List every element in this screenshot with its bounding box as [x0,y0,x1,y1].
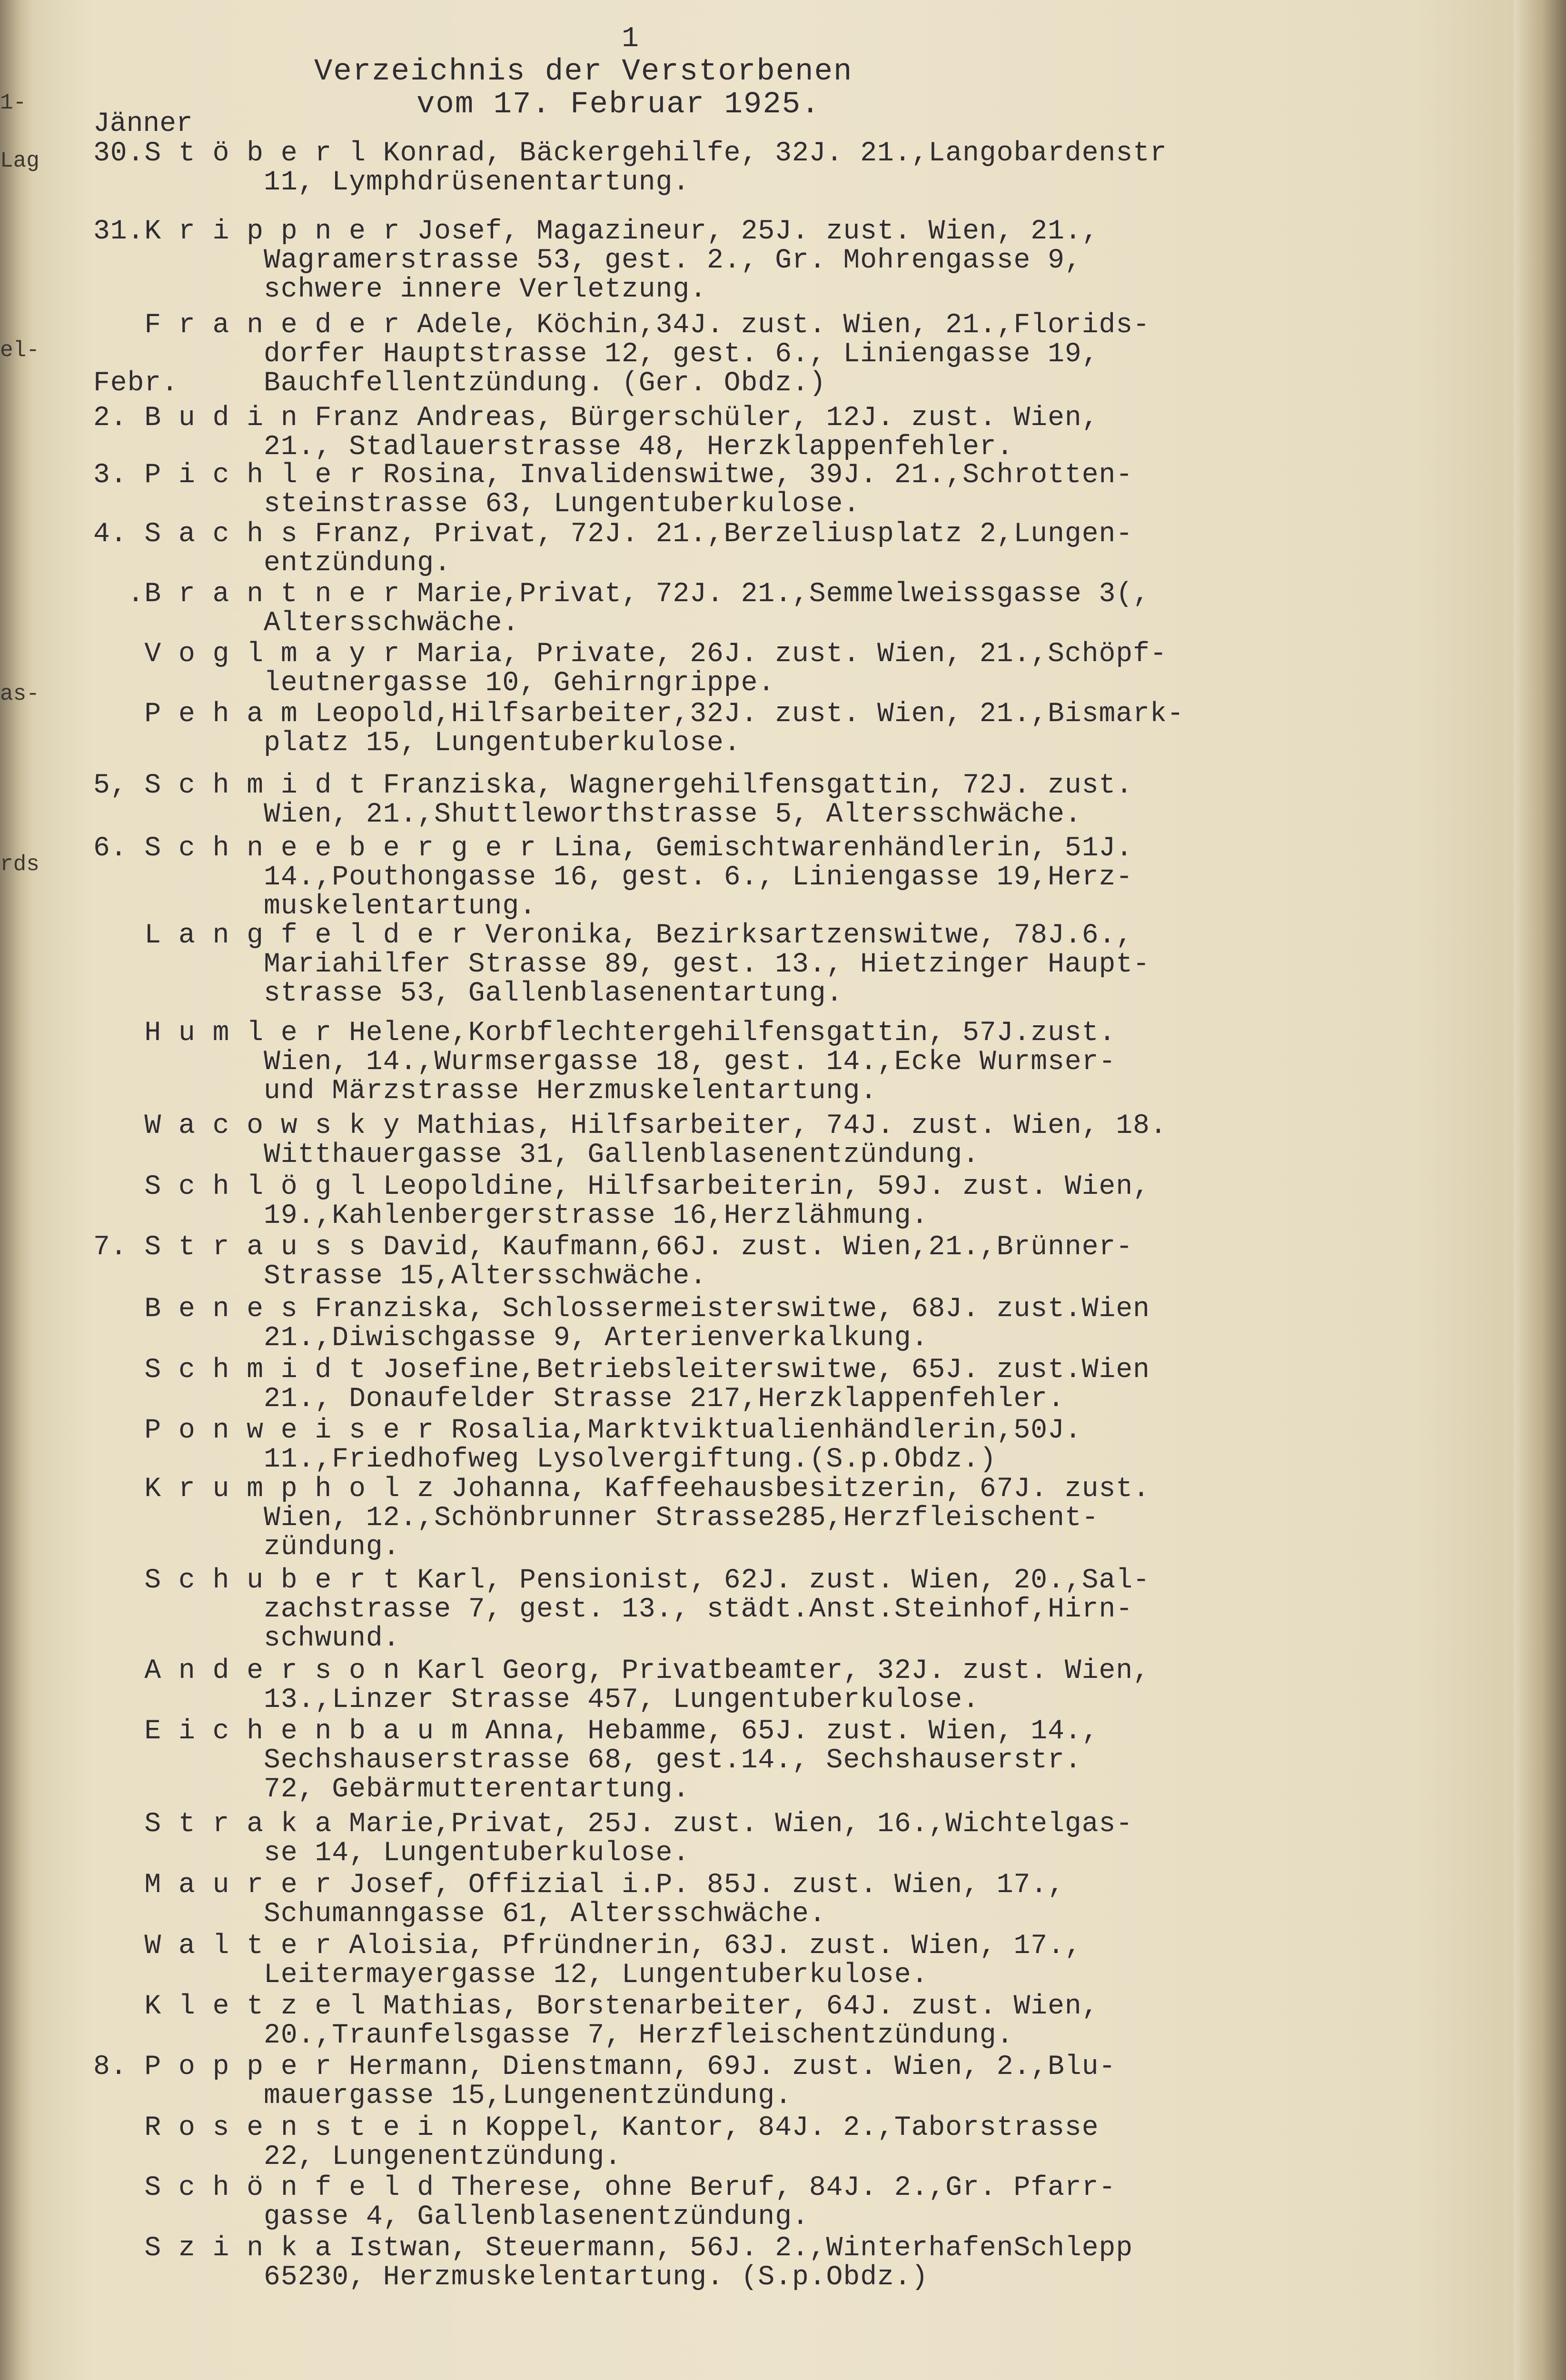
entry-line: 14.,Pouthongasse 16, gest. 6., Liniengasse 19,Herz- [93,862,1133,893]
death-entry [93,461,1378,519]
entry-line: entzündung. [93,548,451,579]
entry-line: muskelentartung. [93,891,536,922]
death-entry [93,771,1378,829]
entry-line: .B r a n t n e r Marie,Privat, 72J. 21.,Semmelweissgasse 3(, [93,579,1150,610]
death-entry [93,1932,1378,1990]
entry-line: 6. S c h n e e b e r g e r Lina, Gemischtwarenhändlerin, 51J. [93,833,1133,864]
entry-line: 7. S t r a u s s David, Kaufmann,66J. zust. Wien,21.,Brünner- [93,1232,1133,1263]
entry-line: Wagramerstrasse 53, gest. 2., Gr. Mohrengasse 9, [93,245,1082,276]
entry-line: V o g l m a y r Maria, Private, 26J. zust. Wien, 21.,Schöpf- [93,639,1167,670]
death-entry [93,834,1378,921]
entry-line: 21., Stadlauerstrasse 48, Herzklappenfehler. [93,432,1014,463]
death-entry [93,1295,1378,1353]
entry-line: strasse 53, Gallenblasenentartung. [93,978,843,1009]
entry-line: Schumanngasse 61, Altersschwäche. [93,1899,826,1930]
entry-line: 13.,Linzer Strasse 457, Lungentuberkulose. [93,1685,980,1716]
month-label: Jänner [93,109,193,139]
death-entry [93,1233,1378,1291]
death-entry [93,1475,1378,1562]
death-entry [93,640,1378,698]
death-entry [93,1810,1378,1868]
entry-line: R o s e n s t e i n Koppel, Kantor, 84J. 2.,Taborstrasse [93,2112,1099,2143]
entry-line: 2. B u d i n Franz Andreas, Bürgerschüler, 12J. zust. Wien, [93,403,1099,434]
entry-line: zündung. [93,1532,400,1563]
entry-line: P e h a m Leopold,Hilfsarbeiter,32J. zust. Wien, 21.,Bismark- [93,699,1184,730]
death-entry [93,2234,1378,2292]
margin-fragment: Lag [0,149,40,173]
entry-line: E i c h e n b a u m Anna, Hebamme, 65J. zust. Wien, 14., [93,1716,1099,1747]
entry-line: Strasse 15,Altersschwäche. [93,1261,707,1292]
page-number: 1 [622,23,639,55]
entry-line: Leitermayergasse 12, Lungentuberkulose. [93,1960,929,1991]
entry-line: 30.S t ö b e r l Konrad, Bäckergehilfe, 32J. 21.,Langobardenstr [93,138,1167,169]
entry-line: K r u m p h o l z Johanna, Kaffeehausbesitzerin, 67J. zust. [93,1474,1150,1505]
death-entry [93,1566,1378,1653]
entry-line: W a c o w s k y Mathias, Hilfsarbeiter, 74J. zust. Wien, 18. [93,1111,1167,1141]
entry-line: S t r a k a Marie,Privat, 25J. zust. Wien, 16.,Wichtelgas- [93,1809,1133,1840]
entry-line: S c h l ö g l Leopoldine, Hilfsarbeiterin, 59J. zust. Wien, [93,1171,1150,1202]
margin-fragment: rds [0,852,40,877]
death-entry [93,921,1378,1008]
entry-line: M a u r e r Josef, Offizial i.P. 85J. zust. Wien, 17., [93,1870,1065,1901]
entry-line: 22, Lungenentzündung. [93,2142,622,2172]
entry-line: 11, Lymphdrüsenentartung. [93,167,690,198]
entry-line: zachstrasse 7, gest. 13., städt.Anst.Steinhof,Hirn- [93,1594,1133,1625]
entry-line: Sechshauserstrasse 68, gest.14., Sechshauserstr. [93,1745,1082,1776]
entry-line: gasse 4, Gallenblasenentzündung. [93,2202,809,2232]
death-entry [93,1172,1378,1230]
entry-line: Witthauergasse 31, Gallenblasenentzündung. [93,1140,980,1170]
death-entry [93,1019,1378,1106]
death-entry [93,1416,1378,1474]
entry-line: 31.K r i p p n e r Josef, Magazineur, 25J. zust. Wien, 21., [93,216,1099,247]
entry-line: S c h ö n f e l d Therese, ohne Beruf, 84J. 2.,Gr. Pfarr- [93,2172,1116,2203]
entry-line: Altersschwäche. [93,608,520,639]
margin-fragment: as- [0,682,40,706]
entry-line: H u m l e r Helene,Korbflechtergehilfensgattin, 57J.zust. [93,1018,1116,1049]
death-entry [93,217,1378,304]
entry-line: 65230, Herzmuskelentartung. (S.p.Obdz.) [93,2262,929,2293]
death-entry [93,2113,1378,2172]
entry-line: L a n g f e l d e r Veronika, Bezirksartzenswitwe, 78J.6., [93,920,1133,951]
entry-line: steinstrasse 63, Lungentuberkulose. [93,489,861,520]
entry-line: 72, Gebärmutterentartung. [93,1774,690,1805]
entry-line: S c h u b e r t Karl, Pensionist, 62J. zust. Wien, 20.,Sal- [93,1565,1150,1596]
entry-line: 19.,Kahlenbergerstrasse 16,Herzlähmung. [93,1200,929,1231]
death-entry [93,1656,1378,1715]
death-entry [93,1717,1378,1804]
entry-line: B e n e s Franziska, Schlossermeisterswitwe, 68J. zust.Wien [93,1294,1150,1325]
death-entry [93,1356,1378,1414]
entry-line: K l e t z e l Mathias, Borstenarbeiter, 64J. zust. Wien, [93,1991,1099,2022]
entry-line: se 14, Lungentuberkulose. [93,1838,690,1869]
entry-line: 20.,Traunfelsgasse 7, Herzfleischentzündung. [93,2020,1014,2051]
entry-line: F r a n e d e r Adele, Köchin,34J. zust. Wien, 21.,Florids- [93,310,1150,341]
entry-line: Febr. Bauchfellentzündung. (Ger. Obdz.) [93,368,826,399]
entry-line: P o n w e i s e r Rosalia,Marktviktualienhändlerin,50J. [93,1415,1082,1446]
entry-line: 8. P o p p e r Hermann, Dienstmann, 69J. zust. Wien, 2.,Blu- [93,2052,1116,2082]
margin-fragment: 1- [0,90,27,115]
document-date: vom 17. Februar 1925. [416,88,821,122]
death-entry [93,520,1378,578]
entry-line: platz 15, Lungentuberkulose. [93,728,741,759]
entry-line: 21., Donaufelder Strasse 217,Herzklappenfehler. [93,1384,1065,1415]
page-edge [1514,0,1566,2380]
death-entry [93,311,1378,398]
entry-line: Mariahilfer Strasse 89, gest. 13., Hietzinger Haupt- [93,949,1150,980]
death-entry [93,580,1378,638]
death-entry [93,139,1378,197]
entry-line: Wien, 14.,Wurmsergasse 18, gest. 14.,Ecke Wurmser- [93,1047,1116,1078]
entry-line: Wien, 12.,Schönbrunner Strasse285,Herzfleischent- [93,1503,1099,1534]
entry-line: dorfer Hauptstrasse 12, gest. 6., Liniengasse 19, [93,339,1099,370]
entry-line: schwund. [93,1623,400,1654]
death-entry [93,1871,1378,1929]
margin-fragment: el- [0,338,40,363]
death-entry [93,2173,1378,2231]
entry-line: 11.,Friedhofweg Lysolvergiftung.(S.p.Obdz.) [93,1444,997,1475]
entry-line: S z i n k a Istwan, Steuermann, 56J. 2.,WinterhafenSchlepp [93,2233,1133,2264]
entry-line: leutnergasse 10, Gehirngrippe. [93,668,775,699]
entry-line: und Märzstrasse Herzmuskelentartung. [93,1076,878,1107]
entry-line: 3. P i c h l e r Rosina, Invalidenswitwe, 39J. 21.,Schrotten- [93,460,1133,491]
entry-line: A n d e r s o n Karl Georg, Privatbeamter, 32J. zust. Wien, [93,1656,1150,1686]
death-entry [93,700,1378,758]
entry-line: mauergasse 15,Lungenentzündung. [93,2081,793,2112]
death-entry [93,1111,1378,1170]
entry-line: Wien, 21.,Shuttleworthstrasse 5, Altersschwäche. [93,799,1082,830]
entry-line: 4. S a c h s Franz, Privat, 72J. 21.,Berzeliusplatz 2,Lungen- [93,519,1133,550]
entry-line: W a l t e r Aloisia, Pfründnerin, 63J. zust. Wien, 17., [93,1931,1082,1962]
entry-line: S c h m i d t Josefine,Betriebsleiterswitwe, 65J. zust.Wien [93,1355,1150,1386]
death-entry [93,2053,1378,2111]
death-entry [93,1992,1378,2050]
death-entry [93,404,1378,462]
entry-line: schwere innere Verletzung. [93,274,707,305]
entry-line: 21.,Diwischgasse 9, Arterienverkalkung. [93,1323,929,1354]
entry-line: 5, S c h m i d t Franziska, Wagnergehilfensgattin, 72J. zust. [93,770,1133,801]
document-title: Verzeichnis der Verstorbenen [314,55,853,89]
